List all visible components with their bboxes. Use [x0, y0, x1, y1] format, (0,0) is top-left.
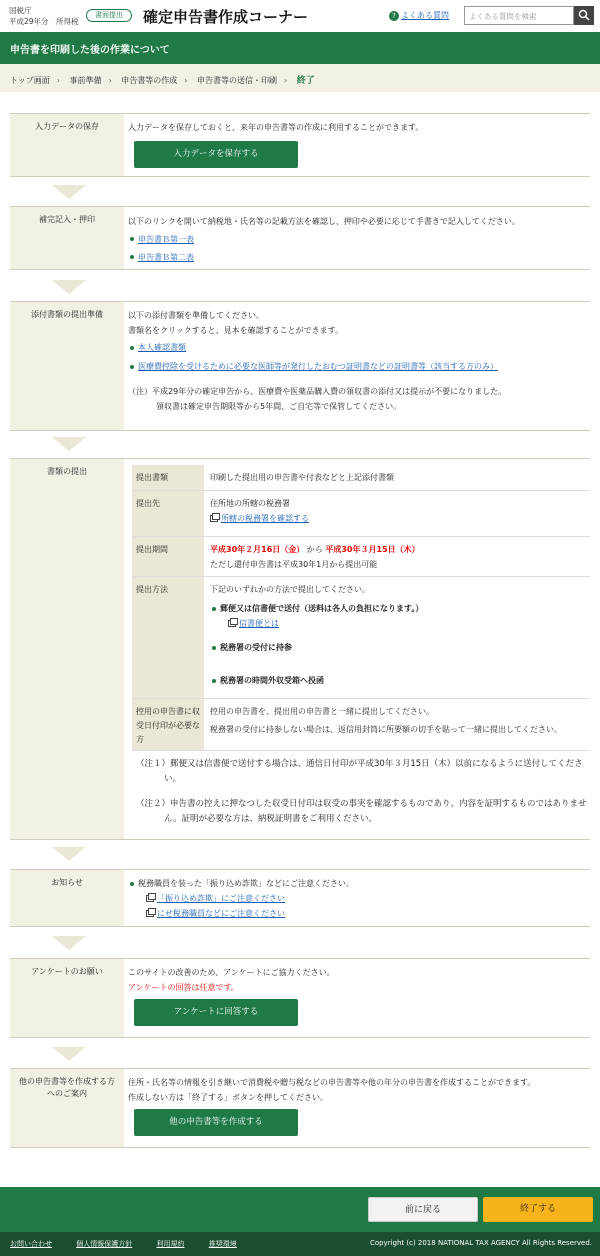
- external-window-icon: [210, 515, 218, 522]
- table-row: 提出期間 平成30年２月16日（金） から 平成30年３月15日（木） ただし還付申告書は平成30年1月から提出可能: [132, 537, 590, 577]
- copyright: Copyright (c) 2018 NATIONAL TAX AGENCY All Rights Reserved.: [369, 1239, 592, 1247]
- table-row: [132, 577, 590, 699]
- finish-button[interactable]: 終了する: [483, 1197, 593, 1222]
- external-window-icon: [228, 620, 236, 627]
- section-label: アンケートのお願い: [10, 959, 124, 1037]
- period-start: 平成30年２月16日（金）: [210, 545, 305, 554]
- letter-service-link[interactable]: 信書便とは: [239, 619, 279, 628]
- submission-mode-badge: 書面提出: [86, 9, 132, 22]
- section-label: 書類の提出: [10, 459, 124, 839]
- section-label: 補完記入・押印: [10, 207, 124, 269]
- question-icon: ?: [389, 11, 399, 21]
- medical-certificate-link[interactable]: 医療費控除を受けるために必要な医師等が発行したおむつ証明書などの証明書等（該当する方のみ）: [138, 362, 498, 371]
- breadcrumb-item: 申告書等の作成: [121, 76, 178, 85]
- section-notice: [10, 869, 590, 927]
- section-text: このサイトの改善のため、アンケートにご協力ください。: [128, 968, 335, 977]
- footer-link-privacy[interactable]: 個人情報保護方針: [76, 1240, 133, 1248]
- section-supplement: [10, 206, 590, 270]
- footer-nav-bar: [0, 1187, 600, 1232]
- external-window-icon: [146, 895, 154, 902]
- faq-link[interactable]: ? よくある質問: [389, 10, 449, 21]
- site-header: [0, 0, 600, 32]
- agency-label: 国税庁 平成29年分 所得税: [9, 6, 79, 26]
- row-header: 提出書類: [132, 465, 204, 490]
- form-b-2-link[interactable]: 申告書Ｂ第二表: [138, 253, 194, 262]
- chevron-right-icon: ›: [56, 76, 60, 85]
- chevron-right-icon: ›: [184, 76, 188, 85]
- list-item: [128, 340, 590, 355]
- site-footer: [0, 1232, 600, 1256]
- row-value: 印刷した提出用の申告書や付表などと上記添付書類: [210, 473, 394, 482]
- list-item: [128, 359, 590, 374]
- back-button[interactable]: 前に戻る: [368, 1197, 478, 1222]
- row-header: 提出方法: [132, 577, 204, 698]
- method-dropbox: 税務署の時間外収受箱へ投函: [210, 673, 590, 688]
- save-data-button[interactable]: 入力データを保存する: [134, 141, 298, 168]
- note-text: 領収書は確定申告期限等から5年間、ご自宅等で保管してください。: [156, 402, 402, 411]
- table-row: [132, 699, 590, 751]
- section-label: お知らせ: [10, 870, 124, 926]
- method-counter: 税務署の受付に持参: [210, 640, 590, 655]
- method-mail: 郵便又は信書便で送付（送料は各人の負担になります。）: [210, 601, 590, 616]
- section-attachments: [10, 301, 590, 431]
- step-arrow-icon: [52, 437, 86, 451]
- note-text: （注）平成29年分の確定申告から、医療費や医薬品購入費の領収書の添付又は提示が不要になりました。: [128, 387, 507, 396]
- form-b-1-link[interactable]: 申告書Ｂ第一表: [138, 235, 194, 244]
- period-end: 平成30年３月15日（木）: [325, 545, 420, 554]
- breadcrumb-item: 事前準備: [69, 76, 102, 85]
- step-arrow-icon: [52, 1047, 86, 1061]
- notice-text: 税務職員を装った「振り込め詐欺」などにご注意ください。: [128, 876, 590, 891]
- chevron-right-icon: ›: [108, 76, 112, 85]
- section-text: 入力データを保存しておくと、来年の申告書等の作成に利用することができます。: [128, 123, 424, 132]
- footer-link-terms[interactable]: 利用規約: [156, 1240, 185, 1248]
- section-text: 作成しない方は「終了する」ボタンを押してください。: [128, 1093, 328, 1102]
- breadcrumb-current: 終了: [296, 76, 315, 86]
- survey-button[interactable]: アンケートに回答する: [134, 999, 298, 1026]
- section-other-forms: [10, 1068, 590, 1148]
- row-value: ただし還付申告書は平成30年1月から提出可能: [210, 560, 378, 569]
- section-text: 書類名をクリックすると、見本を確認することができます。: [128, 326, 344, 335]
- tax-office-link[interactable]: 所轄の税務署を確認する: [221, 514, 309, 523]
- faq-search-input[interactable]: よくある質問を検索: [464, 6, 574, 25]
- table-row: [132, 465, 590, 491]
- create-other-forms-button[interactable]: 他の申告書等を作成する: [134, 1109, 298, 1136]
- breadcrumb: [0, 64, 600, 92]
- row-header: 提出先: [132, 491, 204, 536]
- step-arrow-icon: [52, 847, 86, 861]
- submission-table: 提出書類 印刷した提出用の申告書や付表などと上記添付書類 提出先 住所地の所轄の税務署 所轄の税務署を確認する 提出期間 平成30年２月16日（金） から 平成30年３月15日（木） ただし還付申告書は平成30年1月から提出可能 提出方法 下記のいずれかの方法で提出してください。 郵便又は信書便で送付（送料は各人の負担になります。） 信書便とは 税務署の受付に持参 税務署の時間外収受箱へ投函 控用の申告書に収受日付印が必要な方 控用の申告書を、提出用の申告書と一緒に提出してください。 税務署の受付に持参しない場合は、返信用封筒に所要額の切手を貼って一緒に提出してください。 （注１）郵便又は信書便で送付する場合は、通信日付印が平成30年３月15日（木）以前になるように送付してくださ い。 （注２）申告書の控えに押なつした収受日付印は収受の事実を確認するものであり、内容を証明するものではありませ ん。証明が必要な方は、納税証明書をご利用ください。: [132, 465, 590, 827]
- search-icon: [578, 9, 590, 21]
- section-label: 添付書類の提出準備: [10, 302, 124, 430]
- step-arrow-icon: [52, 936, 86, 950]
- section-text: 以下のリンクを開いて納税地・氏名等の記載方法を確認し、押印や必要に応じて手書きで記入してください。: [128, 217, 520, 226]
- breadcrumb-item: 申告書等の送信・印刷: [197, 76, 278, 85]
- section-label: 入力データの保存: [10, 114, 124, 176]
- section-label: 他の申告書等を作成する方 へのご案内: [10, 1069, 124, 1147]
- breadcrumb-item: トップ画面: [10, 76, 50, 85]
- row-header: 控用の申告書に収受日付印が必要な方: [132, 699, 204, 750]
- optional-note: アンケートの回答は任意です。: [128, 983, 239, 992]
- step-arrow-icon: [52, 280, 86, 294]
- list-item: [128, 231, 590, 249]
- section-save-data: [10, 113, 590, 177]
- row-header: 提出期間: [132, 537, 204, 576]
- row-value: 住所地の所轄の税務署: [210, 499, 290, 508]
- fraud-warning-link[interactable]: 「振り込め詐欺」にご注意ください: [157, 894, 285, 903]
- note-text: （注１）郵便又は信書便で送付する場合は、通信日付印が平成30年３月15日（木）以前になるように送付してくださ: [136, 759, 583, 769]
- section-text: 以下の添付書類を準備してください。: [128, 311, 264, 320]
- step-arrow-icon: [52, 185, 86, 199]
- table-row: [132, 491, 590, 537]
- page-title: 申告書を印刷した後の作業について: [0, 32, 600, 64]
- fake-officer-link[interactable]: にせ税務職員などにご注意ください: [157, 909, 285, 918]
- note-text: （注２）申告書の控えに押なつした収受日付印は収受の事実を確認するものであり、内容を証明するものではありませ: [136, 799, 587, 809]
- row-value: 控用の申告書を、提出用の申告書と一緒に提出してください。: [210, 707, 434, 716]
- row-value: 税務署の受付に持参しない場合は、返信用封筒に所要額の切手を貼って一緒に提出してください。: [210, 725, 562, 734]
- search-button[interactable]: [574, 6, 594, 25]
- section-submission: [10, 458, 590, 840]
- list-item: [128, 249, 590, 267]
- section-survey: [10, 958, 590, 1038]
- section-text: 住所・氏名等の情報を引き継いで消費税や贈与税などの申告書等や他の年分の申告書を作成することができます。: [128, 1078, 536, 1087]
- footer-link-environment[interactable]: 推奨環境: [208, 1240, 237, 1248]
- chevron-right-icon: ›: [284, 76, 288, 85]
- id-document-link[interactable]: 本人確認書類: [138, 343, 186, 352]
- site-title: 確定申告書作成コーナー: [143, 8, 309, 26]
- footer-link-contact[interactable]: お問い合わせ: [10, 1240, 52, 1248]
- external-window-icon: [146, 910, 154, 917]
- row-value: 下記のいずれかの方法で提出してください。: [210, 585, 370, 594]
